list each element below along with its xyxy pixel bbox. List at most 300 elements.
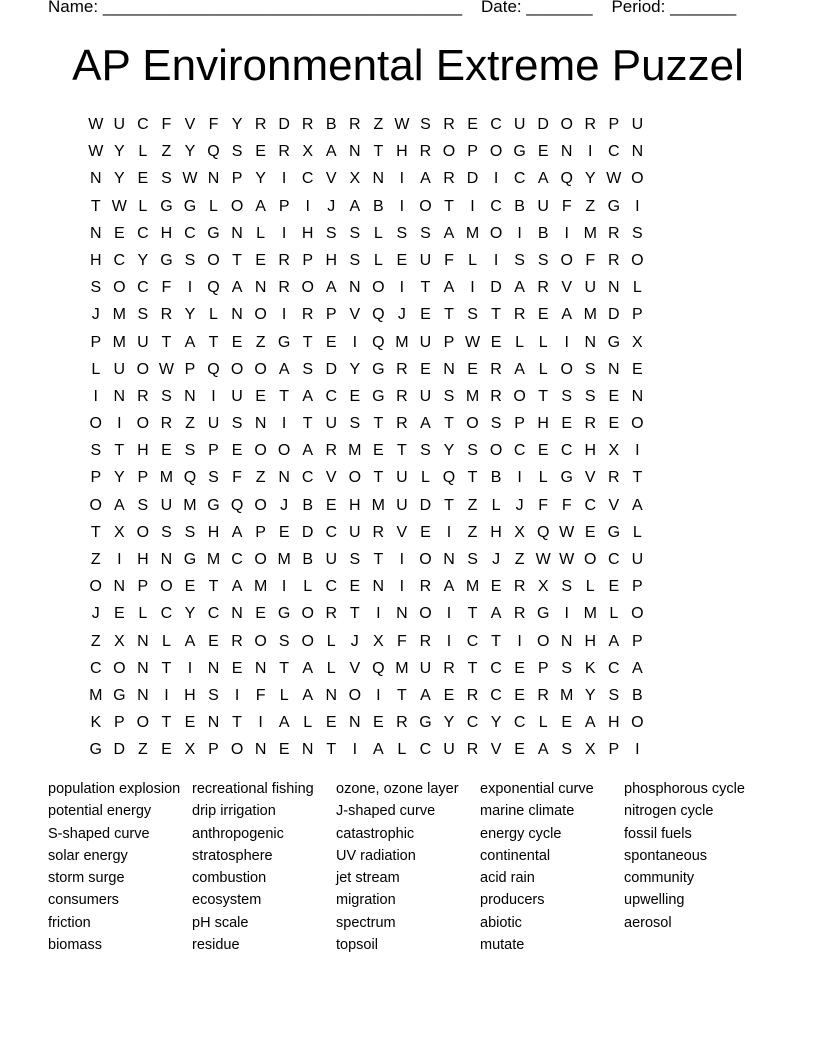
grid-cell: P bbox=[90, 333, 102, 351]
grid-cell: I bbox=[117, 415, 122, 433]
grid-cell: R bbox=[396, 387, 408, 405]
grid-cell: G bbox=[419, 714, 432, 732]
grid-cell: C bbox=[301, 469, 314, 487]
grid-cell: E bbox=[278, 523, 290, 541]
grid-cell: A bbox=[443, 578, 455, 596]
grid-cell: N bbox=[278, 469, 290, 487]
grid-cell: M bbox=[159, 469, 174, 487]
grid-cell: H bbox=[325, 251, 338, 269]
grid-cell: U bbox=[325, 551, 338, 568]
grid-cell: W bbox=[394, 116, 410, 133]
grid-row bbox=[84, 410, 649, 437]
grid-cell: O bbox=[89, 496, 102, 514]
grid-cell: D bbox=[301, 523, 314, 541]
grid-cell: U bbox=[396, 496, 408, 514]
grid-cell: O bbox=[254, 632, 267, 650]
grid-cell: L bbox=[585, 578, 595, 596]
grid-cell: O bbox=[419, 551, 432, 568]
date-label: Date: bbox=[481, 0, 522, 16]
grid-cell: Y bbox=[113, 143, 125, 161]
grid-cell: S bbox=[137, 496, 149, 514]
word-item: potential energy bbox=[48, 803, 152, 820]
word-item: UV radiation bbox=[336, 847, 416, 864]
grid-cell: L bbox=[91, 360, 101, 378]
grid-cell: O bbox=[560, 116, 573, 133]
grid-cell: C bbox=[231, 551, 243, 568]
grid-row bbox=[84, 356, 649, 383]
grid-cell: R bbox=[608, 469, 620, 487]
grid-cell: O bbox=[348, 686, 362, 704]
grid-cell: V bbox=[325, 469, 337, 487]
grid-cell: N bbox=[584, 333, 597, 351]
grid-cell: C bbox=[513, 442, 526, 460]
grid-cell: E bbox=[561, 415, 573, 433]
grid-cell: Z bbox=[373, 116, 384, 133]
grid-cell: Y bbox=[113, 170, 125, 188]
grid-cell: P bbox=[278, 197, 290, 215]
grid-cell: A bbox=[349, 197, 361, 215]
grid-cell: F bbox=[232, 469, 242, 487]
grid-cell: S bbox=[349, 251, 361, 269]
grid-cell: N bbox=[184, 387, 196, 405]
grid-cell: G bbox=[207, 224, 220, 242]
word-item: consumers bbox=[48, 892, 119, 909]
grid-cell: T bbox=[161, 333, 172, 351]
word-item: J-shaped curve bbox=[336, 803, 436, 820]
grid-row bbox=[84, 736, 649, 763]
grid-cell: N bbox=[137, 659, 149, 677]
grid-cell: U bbox=[207, 415, 220, 433]
grid-cell: M bbox=[395, 659, 409, 677]
grid-cell: S bbox=[349, 415, 361, 433]
grid-cell: I bbox=[164, 686, 169, 704]
grid-cell: C bbox=[325, 387, 338, 405]
grid-cell: C bbox=[184, 224, 196, 242]
grid-cell: P bbox=[90, 469, 102, 487]
word-item: pH scale bbox=[192, 914, 249, 931]
grid-cell: S bbox=[325, 224, 337, 242]
grid-cell: R bbox=[301, 116, 314, 133]
grid-row bbox=[84, 492, 649, 519]
grid-cell: Y bbox=[137, 251, 149, 269]
grid-cell: N bbox=[631, 387, 644, 405]
grid-cell: R bbox=[466, 741, 479, 759]
grid-cell: A bbox=[490, 605, 502, 623]
word-search-grid bbox=[84, 111, 649, 764]
grid-cell: M bbox=[583, 224, 597, 242]
grid-row bbox=[84, 600, 649, 627]
grid-row bbox=[84, 709, 649, 736]
grid-cell: T bbox=[326, 741, 337, 759]
grid-cell: O bbox=[489, 224, 503, 242]
grid-cell: S bbox=[420, 116, 431, 133]
grid-cell: F bbox=[585, 251, 596, 269]
page-title: AP Environmental Extreme Puzzel bbox=[72, 41, 744, 90]
grid-row bbox=[84, 628, 649, 655]
grid-cell: T bbox=[467, 659, 478, 677]
grid-cell: A bbox=[231, 523, 243, 541]
grid-cell: J bbox=[327, 197, 336, 215]
grid-cell: E bbox=[467, 116, 478, 133]
word-column bbox=[48, 778, 192, 956]
grid-cell: C bbox=[490, 197, 502, 215]
word-item: migration bbox=[336, 892, 396, 909]
grid-row bbox=[84, 301, 649, 328]
word-item: community bbox=[624, 870, 695, 887]
grid-cell: M bbox=[112, 333, 126, 351]
grid-cell: F bbox=[208, 116, 219, 133]
grid-cell: W bbox=[464, 333, 481, 351]
grid-cell: R bbox=[325, 605, 338, 623]
grid-cell: E bbox=[514, 686, 525, 704]
grid-cell: A bbox=[184, 632, 196, 650]
grid-cell: E bbox=[255, 251, 266, 269]
grid-cell: I bbox=[635, 442, 640, 460]
grid-cell: O bbox=[254, 360, 267, 378]
grid-cell: S bbox=[184, 523, 196, 541]
grid-cell: I bbox=[635, 741, 640, 759]
grid-cell: I bbox=[281, 170, 287, 188]
grid-cell: C bbox=[160, 605, 173, 623]
grid-cell: I bbox=[399, 279, 405, 297]
grid-cell: Q bbox=[230, 496, 244, 514]
grid-cell: P bbox=[255, 523, 266, 541]
grid-cell: I bbox=[446, 523, 452, 541]
grid-cell: C bbox=[137, 116, 149, 133]
grid-cell: R bbox=[419, 143, 432, 161]
grid-cell: M bbox=[348, 442, 362, 460]
grid-cell: F bbox=[255, 686, 266, 704]
word-item: catastrophic bbox=[336, 825, 415, 842]
grid-cell: D bbox=[113, 741, 126, 759]
grid-cell: B bbox=[302, 551, 314, 568]
grid-cell: T bbox=[373, 551, 384, 568]
grid-cell: N bbox=[160, 551, 173, 568]
grid-cell: C bbox=[608, 659, 620, 677]
grid-cell: C bbox=[513, 170, 526, 188]
grid-cell: N bbox=[137, 686, 149, 704]
grid-cell: B bbox=[537, 224, 549, 242]
grid-cell: T bbox=[396, 442, 407, 460]
grid-cell: G bbox=[607, 197, 621, 215]
grid-cell: U bbox=[537, 197, 549, 215]
grid-cell: T bbox=[444, 415, 454, 433]
grid-row bbox=[84, 437, 649, 464]
grid-cell: E bbox=[231, 442, 243, 460]
grid-cell: L bbox=[397, 741, 407, 759]
grid-cell: E bbox=[537, 442, 549, 460]
grid-cell: L bbox=[138, 197, 148, 215]
grid-cell: O bbox=[442, 143, 456, 161]
grid-cell: L bbox=[491, 496, 501, 514]
grid-cell: X bbox=[373, 632, 384, 650]
grid-cell: C bbox=[466, 714, 479, 732]
grid-cell: E bbox=[632, 360, 643, 378]
grid-cell: O bbox=[301, 605, 314, 623]
grid-cell: B bbox=[490, 469, 502, 487]
grid-cell: E bbox=[325, 333, 337, 351]
grid-cell: Y bbox=[184, 605, 196, 623]
grid-cell: E bbox=[349, 387, 361, 405]
grid-cell: N bbox=[137, 632, 149, 650]
grid-cell: I bbox=[234, 686, 240, 704]
word-item: mutate bbox=[480, 937, 525, 954]
grid-cell: V bbox=[325, 170, 337, 188]
grid-cell: D bbox=[466, 170, 479, 188]
grid-cell: U bbox=[137, 333, 149, 351]
grid-cell: T bbox=[373, 143, 384, 161]
grid-cell: M bbox=[560, 686, 574, 704]
grid-cell: V bbox=[584, 469, 596, 487]
grid-cell: Q bbox=[207, 360, 220, 378]
grid-cell: A bbox=[443, 279, 455, 297]
grid-cell: G bbox=[160, 251, 173, 269]
grid-cell: M bbox=[583, 306, 597, 324]
grid-cell: T bbox=[491, 306, 501, 324]
grid-cell: S bbox=[396, 224, 408, 242]
grid-cell: R bbox=[513, 578, 526, 596]
grid-cell: Z bbox=[255, 469, 266, 487]
grid-cell: S bbox=[302, 360, 314, 378]
grid-cell: O bbox=[419, 197, 432, 215]
grid-cell: A bbox=[302, 659, 314, 677]
grid-cell: O bbox=[560, 360, 573, 378]
grid-cell: N bbox=[443, 360, 455, 378]
grid-cell: G bbox=[513, 143, 526, 161]
grid-cell: O bbox=[113, 279, 126, 297]
word-item: phosphorous cycle bbox=[624, 781, 745, 797]
header-fields bbox=[48, 0, 736, 17]
grid-cell: A bbox=[113, 496, 125, 514]
grid-cell: C bbox=[608, 551, 620, 568]
grid-cell: E bbox=[537, 143, 549, 161]
grid-cell: E bbox=[490, 578, 502, 596]
grid-cell: P bbox=[608, 116, 620, 133]
grid-cell: D bbox=[325, 360, 338, 378]
grid-cell: P bbox=[113, 714, 125, 732]
grid-cell: F bbox=[561, 197, 572, 215]
grid-cell: G bbox=[372, 360, 385, 378]
grid-cell: J bbox=[91, 306, 100, 324]
grid-cell: L bbox=[326, 632, 336, 650]
grid-cell: E bbox=[514, 741, 525, 759]
grid-cell: M bbox=[465, 224, 480, 242]
grid-row bbox=[84, 573, 649, 600]
grid-cell: R bbox=[396, 360, 408, 378]
grid-cell: F bbox=[396, 632, 407, 650]
grid-cell: Y bbox=[584, 170, 596, 188]
grid-cell: A bbox=[184, 333, 196, 351]
grid-row bbox=[84, 546, 649, 573]
grid-cell: T bbox=[114, 442, 125, 460]
grid-cell: Q bbox=[536, 523, 550, 541]
grid-cell: O bbox=[230, 741, 244, 759]
grid-cell: I bbox=[211, 387, 216, 405]
grid-cell: R bbox=[372, 523, 385, 541]
grid-cell: I bbox=[493, 251, 499, 269]
grid-cell: N bbox=[560, 143, 573, 161]
grid-cell: U bbox=[113, 360, 126, 378]
grid-cell: M bbox=[465, 387, 480, 405]
grid-cell: V bbox=[608, 496, 620, 514]
grid-cell: E bbox=[373, 714, 384, 732]
grid-cell: D bbox=[278, 116, 290, 133]
grid-cell: C bbox=[490, 659, 502, 677]
grid-cell: Y bbox=[184, 143, 196, 161]
grid-cell: U bbox=[231, 387, 243, 405]
grid-cell: R bbox=[513, 605, 526, 623]
grid-cell: M bbox=[112, 306, 126, 324]
grid-cell: S bbox=[184, 442, 196, 460]
grid-cell: E bbox=[278, 741, 290, 759]
word-item: population explosion bbox=[48, 781, 181, 797]
word-item: ozone, ozone layer bbox=[336, 781, 459, 797]
grid-cell: C bbox=[560, 442, 573, 460]
grid-cell: S bbox=[467, 442, 478, 460]
grid-cell: O bbox=[631, 170, 644, 188]
grid-cell: M bbox=[465, 578, 480, 596]
grid-cell: A bbox=[443, 224, 455, 242]
grid-cell: O bbox=[254, 306, 267, 324]
grid-cell: Y bbox=[255, 170, 266, 188]
name-label: Name: bbox=[48, 0, 99, 16]
grid-cell: X bbox=[608, 442, 620, 460]
grid-cell: U bbox=[513, 116, 526, 133]
grid-cell: E bbox=[349, 578, 361, 596]
grid-cell: H bbox=[584, 632, 597, 650]
grid-cell: R bbox=[278, 143, 290, 161]
grid-cell: R bbox=[254, 116, 267, 133]
grid-cell: L bbox=[609, 605, 619, 623]
grid-cell: R bbox=[443, 659, 455, 677]
grid-cell: U bbox=[631, 551, 644, 568]
grid-cell: S bbox=[561, 387, 573, 405]
grid-cell: X bbox=[113, 523, 125, 541]
grid-cell: J bbox=[350, 632, 359, 650]
grid-cell: O bbox=[536, 632, 550, 650]
grid-cell: Z bbox=[137, 741, 148, 759]
grid-cell: R bbox=[396, 714, 408, 732]
grid-cell: W bbox=[88, 143, 104, 161]
grid-cell: V bbox=[349, 659, 361, 677]
grid-cell: F bbox=[161, 116, 172, 133]
grid-cell: A bbox=[537, 170, 549, 188]
grid-cell: P bbox=[137, 578, 149, 596]
grid-cell: A bbox=[514, 360, 525, 378]
grid-cell: P bbox=[632, 578, 643, 596]
grid-cell: R bbox=[490, 360, 502, 378]
grid-cell: A bbox=[302, 686, 314, 704]
grid-row bbox=[84, 193, 649, 220]
grid-cell: S bbox=[537, 251, 549, 269]
grid-cell: C bbox=[584, 496, 597, 514]
grid-cell: U bbox=[419, 659, 432, 677]
word-bank bbox=[48, 778, 768, 956]
grid-cell: G bbox=[207, 496, 220, 514]
word-item: spontaneous bbox=[624, 847, 708, 864]
word-item: spectrum bbox=[336, 914, 396, 931]
grid-cell: R bbox=[537, 686, 549, 704]
word-item: stratosphere bbox=[192, 847, 273, 864]
grid-cell: R bbox=[349, 116, 361, 133]
grid-cell: G bbox=[183, 551, 197, 568]
grid-cell: R bbox=[490, 387, 502, 405]
grid-cell: R bbox=[301, 306, 314, 324]
grid-cell: I bbox=[446, 632, 452, 650]
grid-cell: Q bbox=[372, 306, 385, 324]
grid-cell: I bbox=[493, 170, 499, 188]
grid-cell: L bbox=[161, 632, 171, 650]
grid-cell: H bbox=[537, 415, 549, 433]
grid-cell: Y bbox=[490, 714, 502, 732]
grid-cell: G bbox=[160, 197, 173, 215]
word-item: topsoil bbox=[336, 937, 378, 954]
grid-cell: L bbox=[538, 714, 548, 732]
grid-cell: I bbox=[305, 197, 310, 215]
grid-cell: P bbox=[443, 333, 455, 351]
grid-cell: Q bbox=[183, 469, 197, 487]
grid-cell: E bbox=[231, 333, 243, 351]
word-item: recreational fishing bbox=[192, 781, 314, 797]
grid-cell: J bbox=[515, 496, 524, 514]
grid-cell: E bbox=[467, 360, 478, 378]
grid-cell: N bbox=[349, 714, 361, 732]
grid-cell: L bbox=[373, 224, 383, 242]
grid-cell: O bbox=[254, 551, 267, 568]
grid-cell: A bbox=[278, 714, 290, 732]
grid-cell: P bbox=[231, 170, 243, 188]
date-blank: _______ bbox=[526, 0, 593, 16]
grid-cell: H bbox=[137, 442, 149, 460]
grid-cell: O bbox=[513, 387, 526, 405]
grid-cell: E bbox=[420, 306, 431, 324]
period-label: Period: bbox=[611, 0, 666, 16]
grid-cell: A bbox=[231, 578, 243, 596]
grid-cell: I bbox=[399, 578, 405, 596]
grid-row bbox=[84, 220, 649, 247]
grid-cell: N bbox=[372, 578, 385, 596]
grid-cell: O bbox=[277, 442, 291, 460]
grid-cell: A bbox=[584, 714, 596, 732]
grid-cell: S bbox=[90, 442, 102, 460]
grid-cell: A bbox=[255, 197, 266, 215]
grid-cell: T bbox=[349, 605, 360, 623]
grid-cell: M bbox=[183, 496, 197, 514]
grid-cell: O bbox=[136, 360, 150, 378]
grid-cell: A bbox=[608, 632, 620, 650]
grid-cell: S bbox=[231, 143, 243, 161]
grid-cell: E bbox=[608, 415, 620, 433]
word-column bbox=[336, 778, 480, 956]
grid-row bbox=[84, 329, 649, 356]
grid-cell: S bbox=[514, 251, 525, 269]
grid-cell: N bbox=[207, 170, 220, 188]
grid-cell: Q bbox=[372, 659, 385, 677]
grid-cell: V bbox=[396, 523, 408, 541]
grid-cell: T bbox=[161, 659, 172, 677]
grid-cell: H bbox=[301, 224, 314, 242]
grid-cell: S bbox=[161, 170, 172, 188]
grid-cell: O bbox=[89, 415, 102, 433]
grid-cell: H bbox=[160, 224, 173, 242]
grid-cell: Q bbox=[207, 279, 220, 297]
grid-cell: R bbox=[608, 251, 620, 269]
grid-cell: C bbox=[325, 523, 338, 541]
grid-cell: U bbox=[325, 415, 338, 433]
grid-cell: U bbox=[631, 116, 644, 133]
grid-cell: C bbox=[490, 116, 502, 133]
grid-cell: T bbox=[420, 279, 431, 297]
